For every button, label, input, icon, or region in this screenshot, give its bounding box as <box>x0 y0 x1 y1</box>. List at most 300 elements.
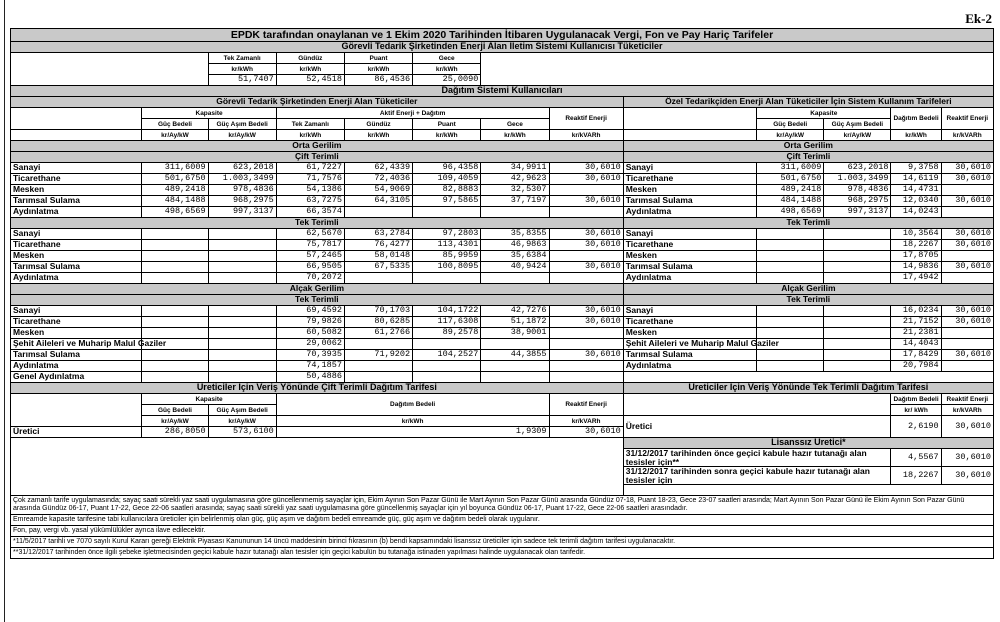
tariff-value <box>208 273 276 284</box>
tariff-value <box>142 328 208 339</box>
lisanssiz-title-row <box>11 438 994 449</box>
tariff-value: 484,1488 <box>142 196 208 207</box>
tariff-row <box>11 251 994 262</box>
column-header: Tek Zamanlı <box>276 119 344 130</box>
tariff-value: 30,6010 <box>549 174 623 185</box>
tariff-value: 37,7197 <box>481 196 549 207</box>
tariff-value <box>413 372 481 383</box>
tariff-value: 70,3935 <box>276 350 344 361</box>
iletim-value: 51,7407 <box>208 75 276 86</box>
dagitim-bedeli-header: Dağıtım Bedeli <box>891 394 941 405</box>
tariff-value: 14,6119 <box>891 174 941 185</box>
consumer-group: Tarımsal Sulama <box>11 262 142 273</box>
section-title-row <box>11 141 994 152</box>
consumer-group: Aydınlatma <box>623 361 756 372</box>
tariff-row <box>11 372 994 383</box>
tariff-value: 623,2018 <box>208 163 276 174</box>
tariff-value: 10,3564 <box>891 229 941 240</box>
tariff-value: 104,1722 <box>413 306 481 317</box>
tariff-row <box>11 240 994 251</box>
tariff-value: 21,2381 <box>891 328 941 339</box>
tariff-value: 58,0148 <box>344 251 412 262</box>
tariff-value: 61,7227 <box>276 163 344 174</box>
tariff-value <box>824 251 891 262</box>
consumer-group: Aydınlatma <box>623 273 756 284</box>
tariff-value <box>208 306 276 317</box>
tariff-value <box>208 372 276 383</box>
tariff-row <box>11 262 994 273</box>
tariff-value <box>757 262 824 273</box>
tariff-value <box>549 207 623 218</box>
iletim-head-row <box>11 53 994 64</box>
tariff-value <box>757 306 824 317</box>
dagitim-title: Dağıtım Sistemi Kullanıcıları <box>11 86 994 97</box>
tariff-value: 79,9826 <box>276 317 344 328</box>
column-header: Gündüz <box>344 119 412 130</box>
uretici-right-title: Üreticiler İçin Veriş Yönünde Tek Terimli Dağıtım Tarifesi <box>623 383 993 394</box>
tariff-value <box>208 262 276 273</box>
tariff-value <box>941 207 993 218</box>
tariff-value: 62,4339 <box>344 163 412 174</box>
blank-cell <box>481 53 994 86</box>
tariff-value: 997,3137 <box>824 207 891 218</box>
title-row <box>11 29 994 42</box>
tariff-value <box>481 273 549 284</box>
tariff-value <box>549 372 623 383</box>
tariff-value: 64,3105 <box>344 196 412 207</box>
tariff-value: 30,6010 <box>941 196 993 207</box>
tariff-value: 42,9623 <box>481 174 549 185</box>
tariff-row <box>11 350 994 361</box>
consumer-group: Aydınlatma <box>623 207 756 218</box>
note-row <box>11 515 994 526</box>
tariff-value: 29,0062 <box>276 339 344 350</box>
aktif-header: Aktif Enerji + Dağıtım <box>276 108 549 119</box>
left-margin-line <box>4 0 5 622</box>
lisanssiz-label: 31/12/2017 tarihinden sonra geçici kabule hazır tutanağı alan tesisler için <box>623 467 891 485</box>
note-row <box>11 548 994 559</box>
unit-cell: kr/kVARh <box>549 130 623 141</box>
tariff-row <box>11 196 994 207</box>
unit-cell: kr/Ay/kW <box>208 416 276 427</box>
unit-cell: kr/kWh <box>891 130 941 141</box>
tariff-value <box>824 350 891 361</box>
tariff-value: 30,6010 <box>941 229 993 240</box>
tariff-value <box>824 361 891 372</box>
tariff-value <box>941 273 993 284</box>
tariff-value: 21,7152 <box>891 317 941 328</box>
tariff-value <box>481 339 549 350</box>
tariff-value <box>824 317 891 328</box>
kapasite-header: Kapasite <box>142 394 276 405</box>
tariff-value: 74,1857 <box>276 361 344 372</box>
consumer-group: Ticarethane <box>623 174 756 185</box>
tariff-value <box>413 207 481 218</box>
footnote: Çok zamanlı tarife uygulamasında; sayaç saati sürekli yaz saati uygulamasına göre güncellenmemiş sayaçlar için, Ekim Ayının Son Pazar Günü ile Mart Ayının Son Pazar Günü arasında Gündüz 07-18, Puant 18-23, Gece 23-07 saatleri arasında; Mart Ayının Son Pazar Günü ile Ekim Ayının Son Pazar Günü arasında Gündüz 06-17, Puant 17-22, Gece 22-06 saatleri arasında; sayaç saati sürekli yaz saati uygulamasına göre güncellenmiş sayaçlar için yıl boyunca Gündüz 06-17, Puant 17-22, Gece 22-06 saatleri arasındadır. <box>11 496 994 515</box>
tariff-value <box>208 240 276 251</box>
consumer-group: Aydınlatma <box>11 361 142 372</box>
tariff-value <box>757 317 824 328</box>
tariff-value: 54,1386 <box>276 185 344 196</box>
tariff-value: 51,1872 <box>481 317 549 328</box>
tariff-value <box>941 251 993 262</box>
tariff-value <box>757 240 824 251</box>
tariff-value: 61,2766 <box>344 328 412 339</box>
tariff-value: 40,9424 <box>481 262 549 273</box>
tariff-value: 46,9863 <box>481 240 549 251</box>
uretici-title-row <box>11 383 994 394</box>
section-subtitle: Çift Terimli <box>11 152 624 163</box>
blank-cell <box>623 372 993 383</box>
iletim-column-header: Tek Zamanlı <box>208 53 276 64</box>
tariff-value <box>757 361 824 372</box>
tariff-value: 14,4731 <box>891 185 941 196</box>
header-row-1 <box>11 108 994 119</box>
section-sub-row <box>11 218 994 229</box>
tariff-value: 30,6010 <box>549 229 623 240</box>
tariff-value <box>344 339 412 350</box>
tariff-value: 97,5865 <box>413 196 481 207</box>
tariff-row <box>11 273 994 284</box>
tariff-value: 17,8705 <box>891 251 941 262</box>
tariff-value: 30,6010 <box>549 427 623 438</box>
tariff-row <box>11 317 994 328</box>
consumer-group: Mesken <box>11 251 142 262</box>
tariff-value <box>824 273 891 284</box>
unit-cell: kr/kWh <box>276 416 549 427</box>
tariff-value <box>549 185 623 196</box>
consumer-group: Şehit Aileleri ve Muharip Malul Gaziler <box>11 339 142 350</box>
tariff-value: 30,6010 <box>941 306 993 317</box>
kapasite-header: Kapasite <box>142 108 276 119</box>
tariff-value: 14,4043 <box>891 339 941 350</box>
tariff-value <box>757 251 824 262</box>
tariff-value <box>941 185 993 196</box>
tariff-value: 30,6010 <box>549 350 623 361</box>
tariff-value: 60,5082 <box>276 328 344 339</box>
tariff-value: 623,2018 <box>824 163 891 174</box>
tariff-value: 9,3758 <box>891 163 941 174</box>
tariff-table <box>10 28 994 559</box>
tariff-value: 573,6100 <box>208 427 276 438</box>
tariff-value: 30,6010 <box>941 467 993 485</box>
tariff-value <box>142 306 208 317</box>
tariff-value: 71,7576 <box>276 174 344 185</box>
section-sub-row <box>11 152 994 163</box>
tariff-value: 12,0340 <box>891 196 941 207</box>
tariff-value <box>757 350 824 361</box>
tariff-value: 72,4036 <box>344 174 412 185</box>
tariff-value: 70,1703 <box>344 306 412 317</box>
tariff-value: 70,2072 <box>276 273 344 284</box>
tariff-value <box>142 361 208 372</box>
tariff-value: 978,4836 <box>208 185 276 196</box>
tariff-value <box>142 240 208 251</box>
consumer-group: Sanayi <box>623 163 756 174</box>
unit-row <box>11 130 994 141</box>
tariff-value <box>208 339 276 350</box>
tariff-value <box>208 317 276 328</box>
tariff-value <box>481 361 549 372</box>
tariff-value <box>549 361 623 372</box>
tariff-row <box>11 339 994 350</box>
iletim-value: 52,4518 <box>276 75 344 86</box>
footnote: *11/5/2017 tarihli ve 7070 sayılı Kurul Kararı gereği Elektrik Piyasası Kanununun 14 üncü maddesinin birinci fıkrasının (b) bendi kapsamındaki lisanssız üreticiler için sadece tek terimli dağıtım tarifesi uygulanacaktır. <box>11 537 994 548</box>
consumer-group: Ticarethane <box>11 174 142 185</box>
tariff-value <box>142 372 208 383</box>
tariff-value <box>142 273 208 284</box>
tariff-value <box>824 339 891 350</box>
blank-cell <box>11 438 624 496</box>
iletim-value: 86,4536 <box>344 75 412 86</box>
tariff-value: 71,9202 <box>344 350 412 361</box>
section-title: Alçak Gerilim <box>11 284 624 295</box>
tariff-value: 67,5335 <box>344 262 412 273</box>
tariff-value: 489,2418 <box>757 185 824 196</box>
footnote: **31/12/2017 tarihinden önce ilgili şebeke işletmecisinden geçici kabule hazır tutanağı alan tesisler için geçici kabulün bu tutanağa istinaden yapılması halinde uygulanacak olan tarifedir. <box>11 548 994 559</box>
tariff-value: 501,6750 <box>142 174 208 185</box>
consumer-group: Tarımsal Sulama <box>623 196 756 207</box>
document-title: EPDK tarafından onaylanan ve 1 Ekim 2020 Tarihinden İtibaren Uygulanacak Vergi, Fon ve Pay Hariç Tarifeler <box>11 29 994 42</box>
unit-cell: kr/Ay/kW <box>824 130 891 141</box>
tariff-value <box>824 229 891 240</box>
tariff-value <box>142 350 208 361</box>
tariff-value: 109,4059 <box>413 174 481 185</box>
consumer-group: Sanayi <box>623 306 756 317</box>
dagitim-bedeli-header: Dağıtım Bedeli <box>891 108 941 130</box>
tariff-value: 30,6010 <box>941 163 993 174</box>
tariff-value: 66,9505 <box>276 262 344 273</box>
tariff-value: 89,2578 <box>413 328 481 339</box>
tariff-value: 30,6010 <box>941 262 993 273</box>
consumer-group: Ticarethane <box>11 317 142 328</box>
tariff-value <box>549 339 623 350</box>
consumer-group: Tarımsal Sulama <box>623 262 756 273</box>
reaktif-header: Reaktif Enerji <box>941 394 993 405</box>
tariff-value: 57,2465 <box>276 251 344 262</box>
tariff-value: 85,9959 <box>413 251 481 262</box>
tariff-value: 62,5670 <box>276 229 344 240</box>
iletim-column-header: Gece <box>413 53 481 64</box>
tariff-row <box>11 361 994 372</box>
footnote: Fon, pay, vergi vb. yasal yükümlülükler ayrıca ilave edilecektir. <box>11 526 994 537</box>
tariff-value: 1.003,3499 <box>824 174 891 185</box>
tariff-row <box>11 174 994 185</box>
tariff-value <box>757 273 824 284</box>
dagitim-subtitle-row <box>11 97 994 108</box>
tariff-value: 32,5307 <box>481 185 549 196</box>
tariff-value: 50,4886 <box>276 372 344 383</box>
consumer-group: Sanayi <box>623 229 756 240</box>
tariff-value: 30,6010 <box>549 317 623 328</box>
consumer-group: Aydınlatma <box>11 207 142 218</box>
tariff-value: 484,1488 <box>757 196 824 207</box>
unit-cell: kr/kWh <box>481 130 549 141</box>
tariff-row <box>11 229 994 240</box>
section-title: Alçak Gerilim <box>623 284 993 295</box>
tariff-value: 978,4836 <box>824 185 891 196</box>
unit-cell: kr/kWh <box>344 130 412 141</box>
note-row <box>11 526 994 537</box>
tariff-value <box>824 240 891 251</box>
blank-cell <box>11 108 142 130</box>
column-header: Güç Aşım Bedeli <box>824 119 891 130</box>
lisanssiz-title: Lisanssız Üretici* <box>623 438 993 449</box>
lisanssiz-label: 31/12/2017 tarihinden önce geçici kabule hazır tutanağı alan tesisler için** <box>623 449 891 467</box>
tariff-value: 44,3855 <box>481 350 549 361</box>
blank-cell <box>623 394 891 416</box>
footnote: Emreamde kapasite tarifesine tabi kullanıcılara üreticiler için belirlenmiş olan güç, güç aşım ve dağıtım bedeli emreamde güç, güç aşım ve dağıtım bedeli olarak uygulanır. <box>11 515 994 526</box>
unit-cell: kr/ kWh <box>891 405 941 416</box>
section-title: Orta Gerilim <box>623 141 993 152</box>
tariff-value: 30,6010 <box>941 416 993 438</box>
uretici-left-title: Üreticiler İçin Veriş Yönünde Çift Terimli Dağıtım Tarifesi <box>11 383 624 394</box>
tariff-value: 30,6010 <box>549 196 623 207</box>
section-title-row <box>11 284 994 295</box>
uretici-label: Üretici <box>11 427 142 438</box>
consumer-group: Tarımsal Sulama <box>623 350 756 361</box>
tariff-value <box>824 262 891 273</box>
tariff-value: 14,9836 <box>891 262 941 273</box>
blank-cell <box>623 130 756 141</box>
tariff-value: 968,2975 <box>208 196 276 207</box>
reaktif-header: Reaktif Enerji <box>549 394 623 416</box>
tariff-value <box>344 361 412 372</box>
tariff-value: 16,0234 <box>891 306 941 317</box>
consumer-group: Şehit Aileleri ve Muharip Malul Gaziler <box>623 339 756 350</box>
tariff-value: 501,6750 <box>757 174 824 185</box>
unit-cell: kr/kVARh <box>941 130 993 141</box>
tariff-value: 30,6010 <box>941 350 993 361</box>
tariff-value <box>344 207 412 218</box>
tariff-value: 311,6009 <box>757 163 824 174</box>
tariff-value: 20,7984 <box>891 361 941 372</box>
consumer-group: Mesken <box>623 328 756 339</box>
tariff-value: 80,6285 <box>344 317 412 328</box>
tariff-value <box>208 361 276 372</box>
tariff-row <box>11 163 994 174</box>
unit-cell: kr/kVARh <box>941 405 993 416</box>
tariff-value <box>757 229 824 240</box>
tariff-value: 35,6384 <box>481 251 549 262</box>
iletim-title: Görevli Tedarik Şirketinden Enerji Alan İletim Sistemi Kullanıcısı Tüketiciler <box>11 42 994 53</box>
tariff-value: 82,8883 <box>413 185 481 196</box>
consumer-group: Mesken <box>11 185 142 196</box>
unit-cell: kr/Ay/kW <box>208 130 276 141</box>
tariff-value: 34,9911 <box>481 163 549 174</box>
section-subtitle: Tek Terimli <box>11 218 624 229</box>
tariff-value <box>824 328 891 339</box>
tariff-value: 968,2975 <box>824 196 891 207</box>
section-title: Orta Gerilim <box>11 141 624 152</box>
blank-cell <box>623 485 993 496</box>
tariff-value: 1,9309 <box>276 427 549 438</box>
tariff-value: 489,2418 <box>142 185 208 196</box>
right-block-title: Özel Tedarikçiden Enerji Alan Tüketiciler İçin Sistem Kullanım Tarifeleri <box>623 97 993 108</box>
annex-label: Ek-2 <box>965 11 992 26</box>
tariff-value <box>481 207 549 218</box>
consumer-group: Aydınlatma <box>11 273 142 284</box>
note-row <box>11 496 994 515</box>
consumer-group: Mesken <box>623 185 756 196</box>
tariff-value: 97,2803 <box>413 229 481 240</box>
tariff-value: 117,6308 <box>413 317 481 328</box>
tariff-value: 18,2267 <box>891 240 941 251</box>
tariff-document <box>10 28 994 559</box>
tariff-value <box>142 229 208 240</box>
tariff-value <box>549 273 623 284</box>
tariff-value <box>208 350 276 361</box>
iletim-title-row <box>11 42 994 53</box>
tariff-value: 96,4358 <box>413 163 481 174</box>
tariff-row <box>11 207 994 218</box>
tariff-value: 38,9001 <box>481 328 549 339</box>
unit-cell: kr/Ay/kW <box>757 130 824 141</box>
section-subtitle: Tek Terimli <box>11 295 624 306</box>
blank-cell <box>623 108 756 130</box>
tariff-row <box>11 306 994 317</box>
consumer-group: Mesken <box>623 251 756 262</box>
consumer-group: Sanayi <box>11 306 142 317</box>
reaktif-header: Reaktif Enerji <box>941 108 993 130</box>
tariff-value: 30,6010 <box>941 240 993 251</box>
blank-cell <box>11 53 209 86</box>
tariff-value <box>549 251 623 262</box>
section-subtitle: Çift Terimli <box>623 152 993 163</box>
tariff-value <box>413 361 481 372</box>
consumer-group: Mesken <box>11 328 142 339</box>
consumer-group: Sanayi <box>11 163 142 174</box>
tariff-value <box>824 306 891 317</box>
tariff-row <box>11 328 994 339</box>
tariff-value: 997,3137 <box>208 207 276 218</box>
tariff-value <box>941 328 993 339</box>
uretici-head-1 <box>11 394 994 405</box>
section-sub-row <box>11 295 994 306</box>
iletim-column-header: Gündüz <box>276 53 344 64</box>
unit-cell: kr/Ay/kW <box>142 130 208 141</box>
note-row <box>11 537 994 548</box>
tariff-value: 18,2267 <box>891 467 941 485</box>
tariff-value: 2,6190 <box>891 416 941 438</box>
tariff-value <box>757 328 824 339</box>
column-header: Güç Aşım Bedeli <box>208 119 276 130</box>
tariff-value: 30,6010 <box>549 306 623 317</box>
tariff-value <box>413 339 481 350</box>
consumer-group: Genel Aydınlatma <box>11 372 142 383</box>
column-header: Gece <box>481 119 549 130</box>
uretici-unit-row <box>11 416 994 427</box>
tariff-value: 63,2784 <box>344 229 412 240</box>
tariff-value: 35,8355 <box>481 229 549 240</box>
uretici-label: Üretici <box>623 416 891 438</box>
tariff-value <box>142 262 208 273</box>
tariff-value: 30,6010 <box>941 174 993 185</box>
column-header: Güç Aşım Bedeli <box>208 405 276 416</box>
kapasite-header: Kapasite <box>757 108 891 119</box>
tariff-row <box>11 185 994 196</box>
left-block-title: Görevli Tedarik Şirketinden Enerji Alan Tüketiciler <box>11 97 624 108</box>
consumer-group: Ticarethane <box>11 240 142 251</box>
column-header: Puant <box>413 119 481 130</box>
tariff-value: 63,7275 <box>276 196 344 207</box>
tariff-value: 104,2527 <box>413 350 481 361</box>
reaktif-header: Reaktif Enerji <box>549 108 623 130</box>
unit-cell: kr/kVARh <box>549 416 623 427</box>
tariff-value <box>941 361 993 372</box>
tariff-value: 100,8095 <box>413 262 481 273</box>
tariff-value: 69,4592 <box>276 306 344 317</box>
